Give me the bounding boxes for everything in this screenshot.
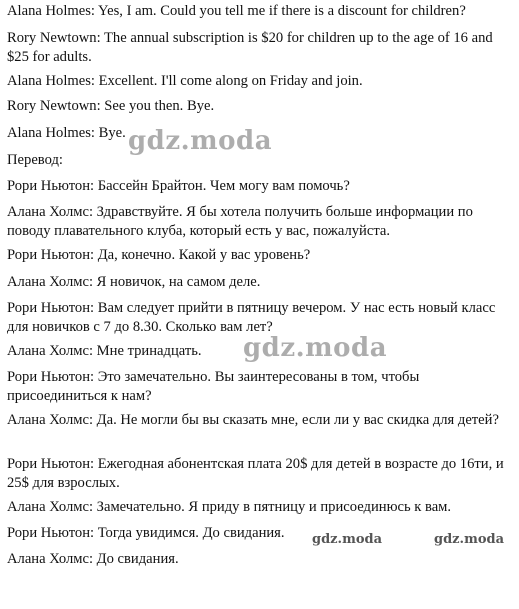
watermark-top: gdz.moda: [128, 126, 273, 156]
paragraph-3: Alana Holmes: Excellent. I'll come along on Friday and join.: [7, 73, 363, 89]
paragraph-5: Alana Holmes: Bye.: [7, 125, 126, 141]
paragraph-13: Рори Ньютон: Это замечательно. Вы заинтересованы в том, чтобы присоединиться к нам?: [7, 369, 420, 404]
watermark-bottom-right: gdz.moda: [434, 532, 505, 547]
paragraph-17: Рори Ньютон: Тогда увидимся. До свидания.: [7, 525, 285, 541]
paragraph-14: Алана Холмс: Да. Не могли бы вы сказать мне, если ли у вас скидка для детей?: [7, 412, 499, 428]
paragraph-2: Rory Newtown: The annual subscription is $20 for children up to the age of 16 and $25 for adults.: [7, 30, 493, 65]
paragraph-7: Рори Ньютон: Бассейн Брайтон. Чем могу вам помочь?: [7, 178, 350, 194]
paragraph-15: Рори Ньютон: Ежегодная абонентская плата 20$ для детей в возрасте до 16ти, и 25$ для взрослых.: [7, 456, 504, 491]
paragraph-12: Алана Холмс: Мне тринадцать.: [7, 343, 202, 359]
paragraph-18: Алана Холмс: До свидания.: [7, 551, 179, 567]
paragraph-16: Алана Холмс: Замечательно. Я приду в пятницу и присоединюсь к вам.: [7, 499, 452, 515]
translation-heading: Перевод:: [7, 152, 63, 168]
watermark-bottom-left: gdz.moda: [312, 532, 383, 547]
paragraph-9: Рори Ньютон: Да, конечно. Какой у вас уровень?: [7, 247, 311, 263]
paragraph-8: Алана Холмс: Здравствуйте. Я бы хотела получить больше информации по поводу плавательного клуба, который есть у вас, пожалуйста.: [7, 204, 473, 239]
paragraph-10: Алана Холмс: Я новичок, на самом деле.: [7, 274, 261, 290]
paragraph-1: Alana Holmes: Yes, I am. Could you tell me if there is a discount for children?: [7, 3, 466, 19]
paragraph-11: Рори Ньютон: Вам следует прийти в пятницу вечером. У нас есть новый класс для новичков с 7 до 8.30. Сколько вам лет?: [7, 300, 496, 335]
paragraph-4: Rory Newtown: See you then. Bye.: [7, 98, 215, 114]
watermark-middle: gdz.moda: [243, 333, 388, 363]
